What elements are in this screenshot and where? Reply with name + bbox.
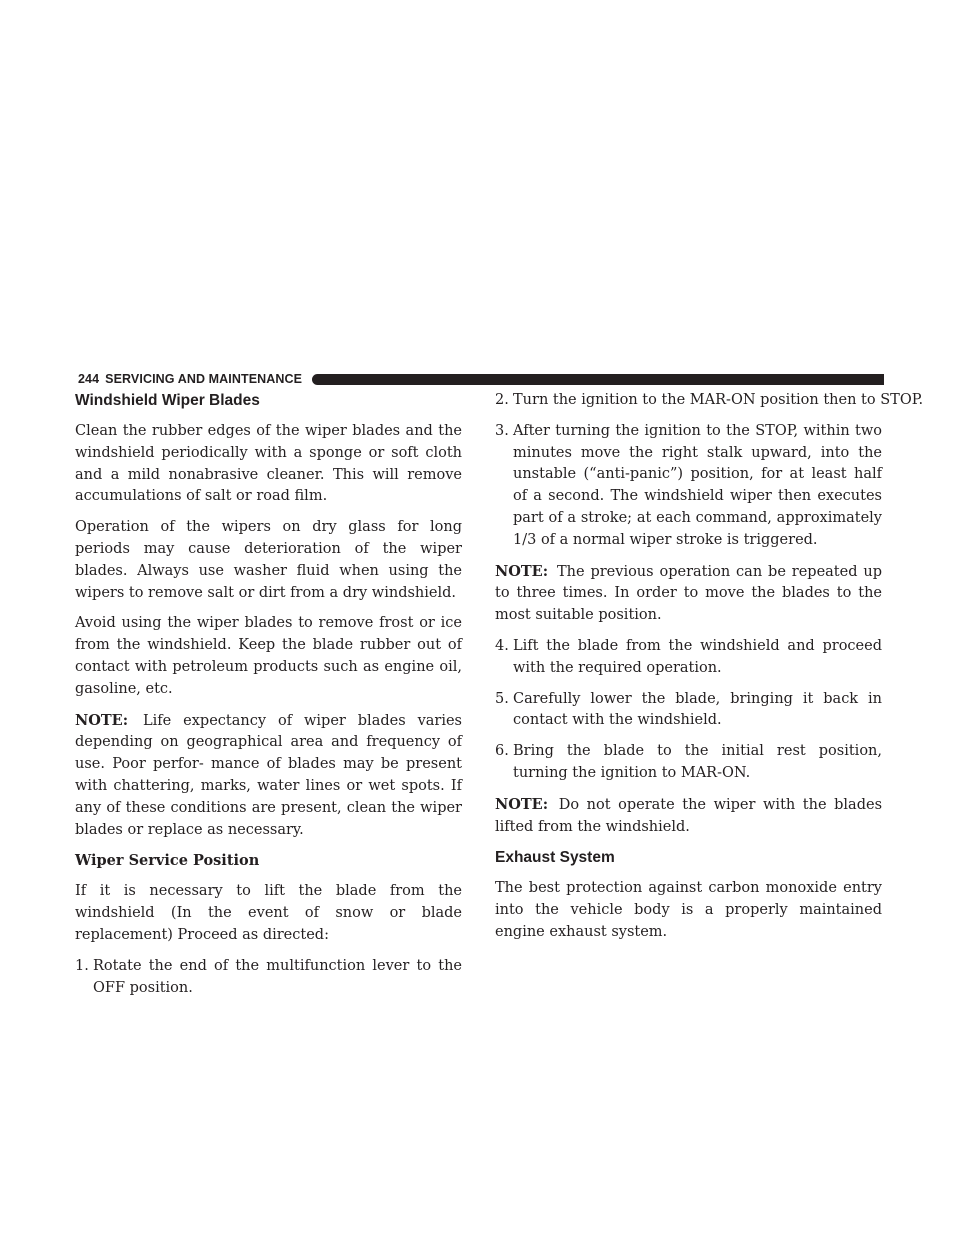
- list-item: [495, 390, 924, 412]
- step-number: 2.: [495, 392, 509, 408]
- list-item: [495, 689, 882, 733]
- step-text: After turning the ignition to the STOP, within two minutes move the right stalk upward, into the unstable (“anti-panic”) position, for at least half of a second. The windshield wiper then executes part of a stroke; at each command, approximately 1/3 of a normal wiper stroke is triggered.: [513, 422, 882, 548]
- list-item: [495, 421, 882, 552]
- section-heading-wiper-blades: Windshield Wiper Blades: [75, 392, 260, 409]
- note-paragraph: [495, 561, 882, 627]
- step-number: 5.: [495, 690, 509, 707]
- header-rule: [312, 374, 884, 385]
- step-number: 1.: [75, 957, 89, 974]
- note-label: NOTE:: [495, 795, 549, 813]
- list-item: [495, 741, 882, 785]
- note-paragraph: [75, 710, 462, 842]
- header-text: [78, 372, 302, 386]
- right-column: [495, 390, 924, 953]
- paragraph: Operation of the wipers on dry glass for long periods may cause deterioration of the wiper blades. Always use washer fluid when using the wipers to remove salt or dirt from a dry windshield.: [75, 519, 462, 601]
- step-text: Lift the blade from the windshield and proceed with the required operation.: [513, 637, 882, 676]
- step-text: Turn the ignition to the MAR-ON position then to STOP.: [513, 392, 924, 408]
- step-text: Bring the blade to the initial rest position, turning the ignition to MAR-ON.: [513, 743, 882, 781]
- step-number: 4.: [495, 637, 509, 654]
- section-heading-exhaust-system: Exhaust System: [495, 849, 615, 867]
- paragraph: If it is necessary to lift the blade from the windshield (In the event of snow or blade replacement) Proceed as directed:: [75, 883, 462, 943]
- step-text: Rotate the end of the multifunction lever to the OFF position.: [93, 957, 462, 996]
- step-number: 3.: [495, 422, 509, 439]
- page-number: 244: [78, 372, 100, 386]
- note-text: Do not operate the wiper with the blades lifted from the windshield.: [495, 796, 883, 835]
- note-text: The previous operation can be repeated up to three times. In order to move the blades to the most suitable position.: [495, 563, 882, 624]
- note-label: NOTE:: [75, 711, 129, 729]
- paragraph: The best protection against carbon monoxide entry into the vehicle body is a properly maintained engine exhaust system.: [495, 880, 882, 940]
- list-item: [75, 956, 462, 1000]
- step-number: 6.: [495, 743, 509, 760]
- paragraph: Avoid using the wiper blades to remove frost or ice from the windshield. Keep the blade rubber out of contact with petroleum products such as engine oil, gasoline, etc.: [75, 615, 462, 697]
- list-item: [495, 636, 882, 680]
- paragraph: Clean the rubber edges of the wiper blades and the windshield periodically with a sponge or soft cloth and a mild nonabrasive cleaner. This will remove accumulations of salt or road film.: [75, 423, 462, 505]
- subheading-wiper-service-position: Wiper Service Position: [75, 852, 260, 870]
- note-paragraph: [495, 794, 882, 839]
- note-text: Life expectancy of wiper blades varies depending on geographical area and frequency of use. Poor perfor- mance of blades may be present with chattering, marks, water lines or wet spots. If any of these conditions are present, clean the wiper blades or replace as necessary.: [75, 712, 462, 838]
- section-title: SERVICING AND MAINTENANCE: [105, 372, 303, 386]
- left-column: [75, 390, 462, 1008]
- step-text: Carefully lower the blade, bringing it back in contact with the windshield.: [513, 690, 882, 729]
- page-header: [78, 371, 884, 387]
- note-label: NOTE:: [495, 562, 549, 580]
